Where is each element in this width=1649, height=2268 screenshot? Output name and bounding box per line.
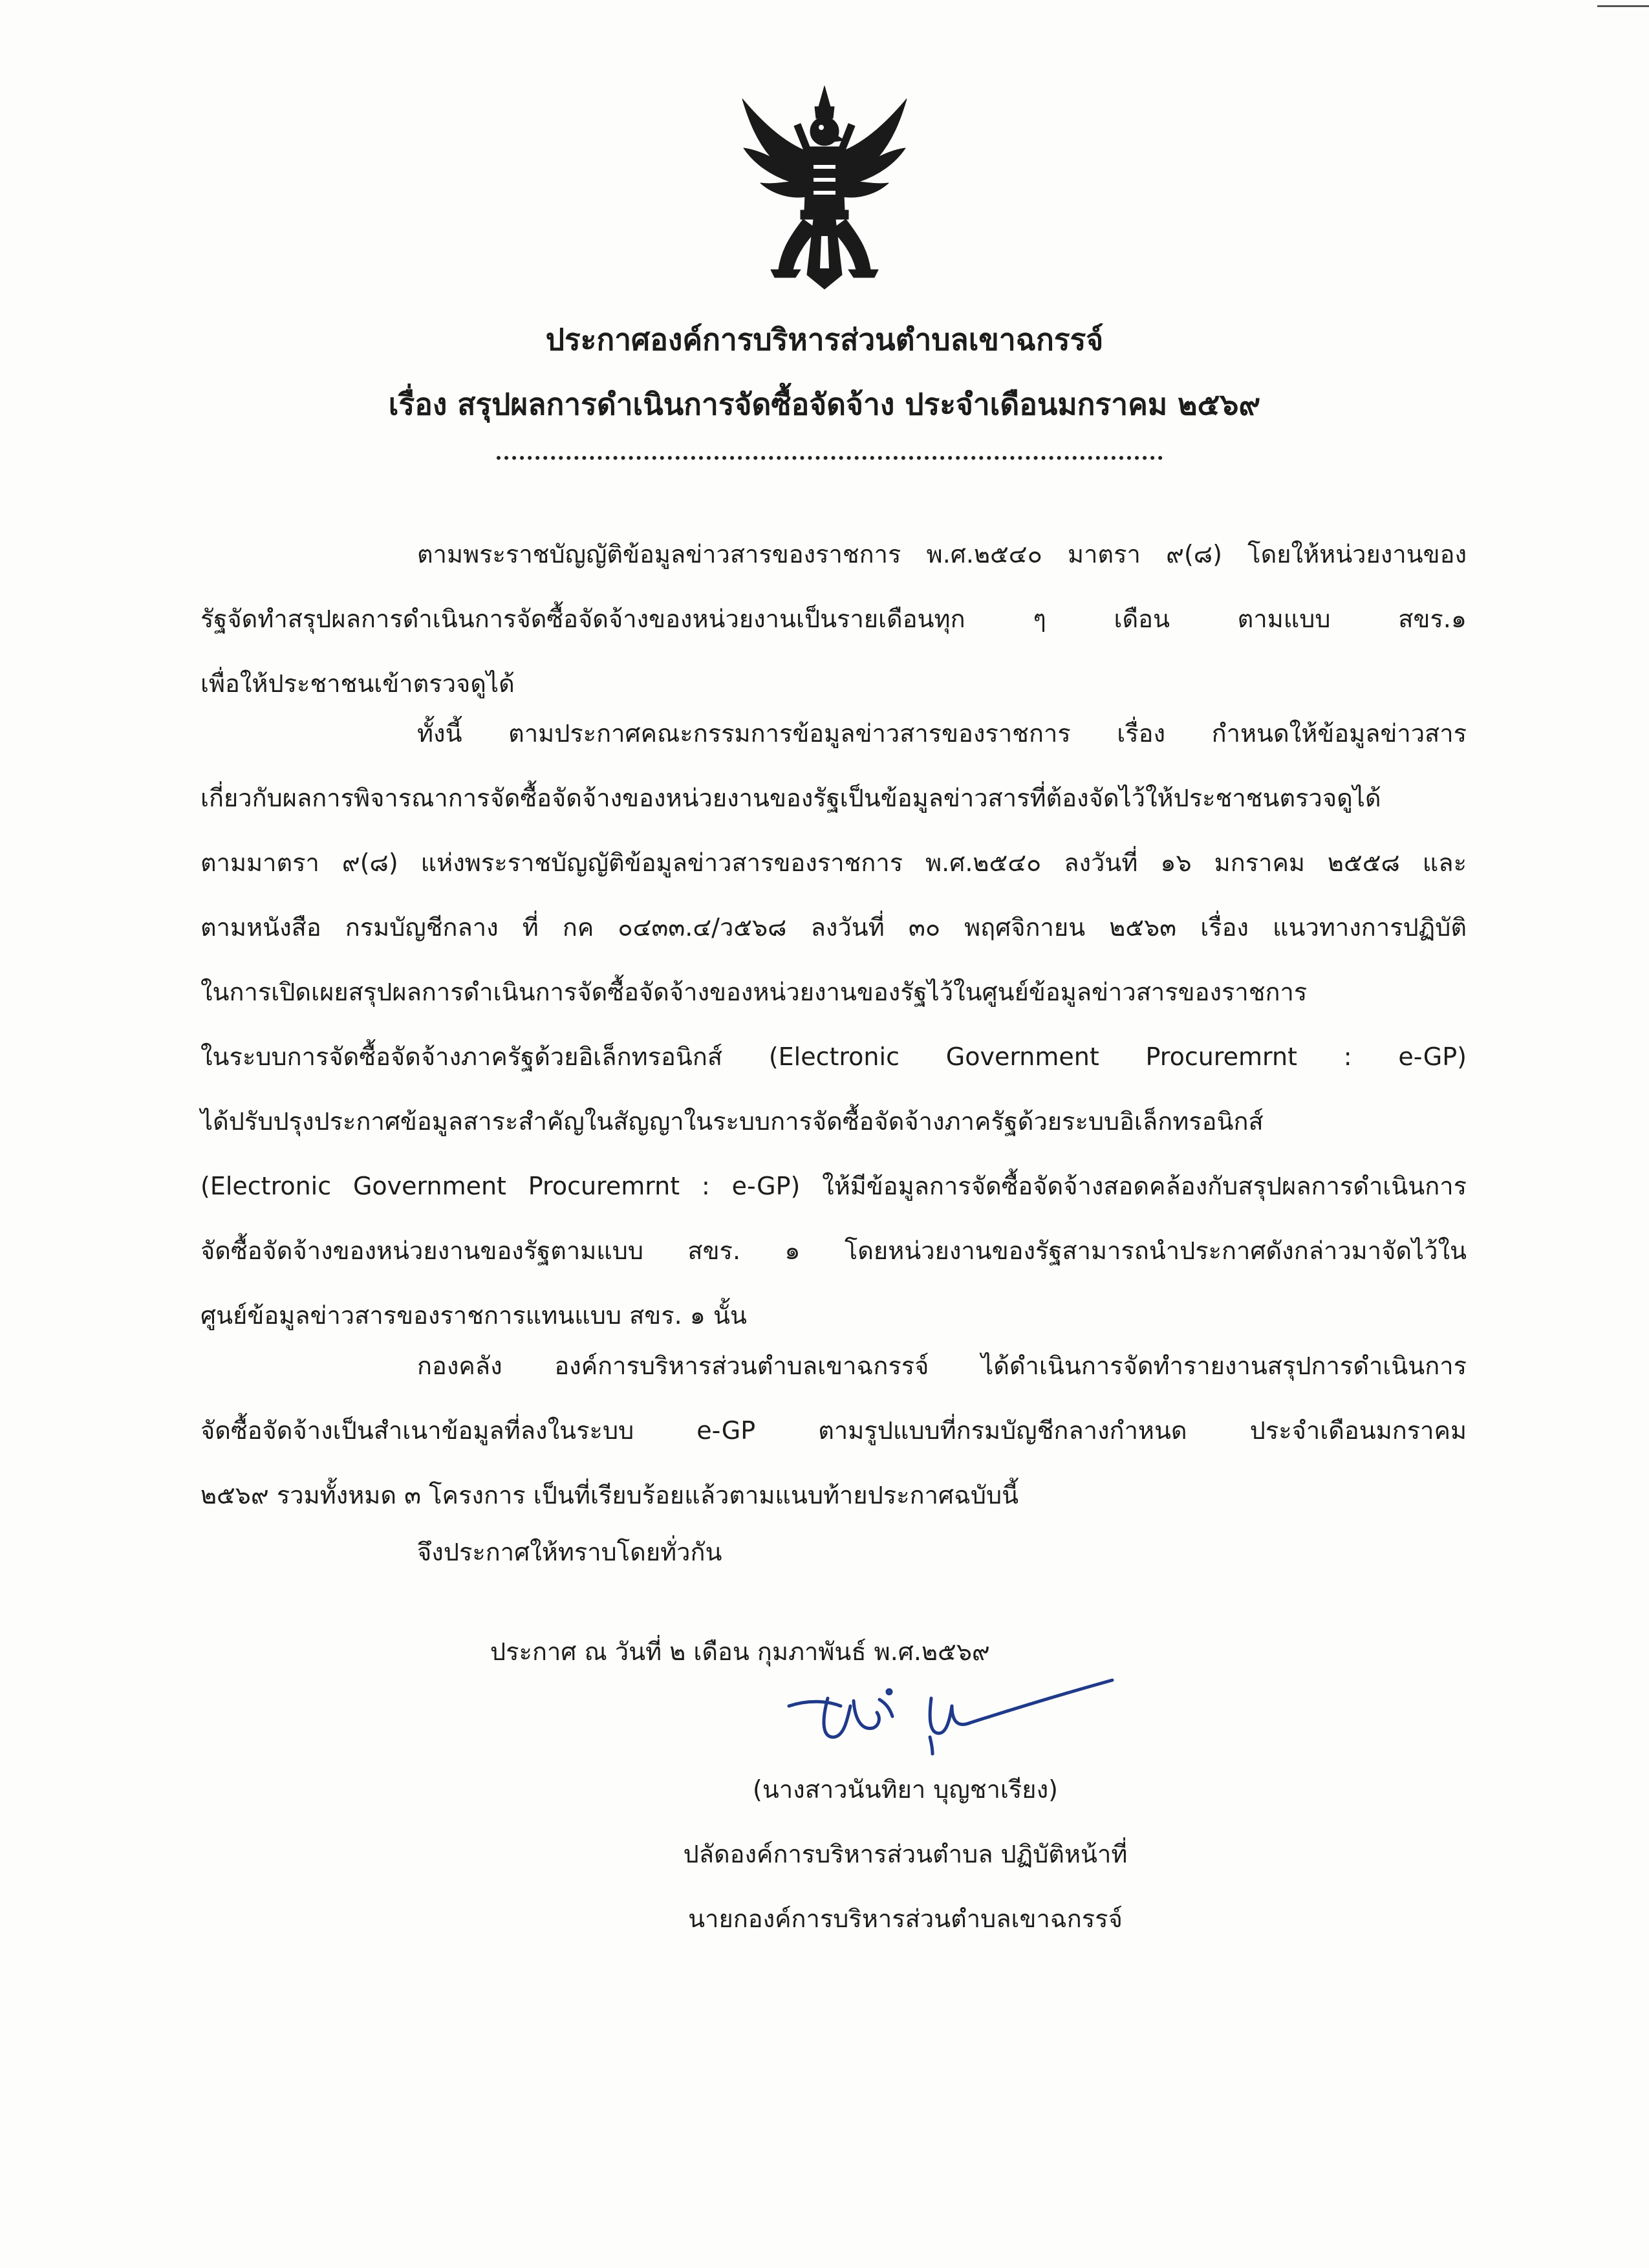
scan-edge-mark: [1597, 5, 1649, 7]
paragraph-3-line: ๒๕๖๙ รวมทั้งหมด ๓ โครงการ เป็นที่เรียบร้อยแล้วตามแนบท้ายประกาศฉบับนี้: [200, 1481, 1019, 1509]
paragraph-3-line: กองคลัง องค์การบริหารส่วนตำบลเขาฉกรรจ์ ได้ดำเนินการจัดทำรายงานสรุปการดำเนินการ: [417, 1352, 1467, 1380]
announcement-date: ประกาศ ณ วันที่ ๒ เดือน กุมภาพันธ์ พ.ศ.๒๕๖๙: [490, 1637, 990, 1666]
paragraph-2-line: ศูนย์ข้อมูลข่าวสารของราชการแทนแบบ สขร. ๑ นั้น: [200, 1301, 747, 1330]
paragraph-2-line: ได้ปรับปรุงประกาศข้อมูลสาระสำคัญในสัญญาในระบบการจัดซื้อจัดจ้างภาครัฐด้วยระบบอิเล็กทรอนิกส์: [200, 1107, 1264, 1136]
paragraph-2-line: (Electronic Government Procuremrnt : e-GP) ให้มีข้อมูลการจัดซื้อจัดจ้างสอดคล้องกับสรุปผลการดำเนินการ: [200, 1172, 1467, 1200]
signatory-position-1: ปลัดองค์การบริหารส่วนตำบล ปฏิบัติหน้าที่: [683, 1840, 1128, 1868]
signatory-name: (นางสาวนันทิยา บุญชาเรียง): [753, 1775, 1058, 1804]
paragraph-1-line: เพื่อให้ประชาชนเข้าตรวจดูได้: [200, 669, 515, 698]
paragraph-2-line: ในการเปิดเผยสรุปผลการดำเนินการจัดซื้อจัดจ้างของหน่วยงานของรัฐไว้ในศูนย์ข้อมูลข่าวสารของราชการ: [200, 978, 1308, 1006]
paragraph-3-line: จัดซื้อจัดจ้างเป็นสำเนาข้อมูลที่ลงในระบบ e-GP ตามรูปแบบที่กรมบัญชีกลางกำหนด ประจำเดือนมกราคม: [200, 1416, 1467, 1445]
paragraph-1-line: ตามพระราชบัญญัติข้อมูลข่าวสารของราชการ พ.ศ.๒๕๔๐ มาตรา ๙(๘) โดยให้หน่วยงานของ: [417, 540, 1467, 568]
title-divider: [497, 456, 1163, 460]
signatory-position-2: นายกองค์การบริหารส่วนตำบลเขาฉกรรจ์: [688, 1905, 1123, 1933]
paragraph-2-line: ตามหนังสือ กรมบัญชีกลาง ที่ กค ๐๔๓๓.๔/ว๕๖๘ ลงวันที่ ๓๐ พฤศจิกายน ๒๕๖๓ เรื่อง แนวทางการปฏิบัติ: [200, 913, 1467, 942]
paragraph-1-line: รัฐจัดทำสรุปผลการดำเนินการจัดซื้อจัดจ้างของหน่วยงานเป็นรายเดือนทุก ๆ เดือน ตามแบบ สขร.๑: [200, 605, 1467, 633]
handwritten-signature-icon: [782, 1661, 1119, 1758]
document-subject: เรื่อง สรุปผลการดำเนินการจัดซื้อจัดจ้าง ประจำเดือนมกราคม ๒๕๖๙: [388, 387, 1261, 422]
paragraph-2-line: เกี่ยวกับผลการพิจารณาการจัดซื้อจัดจ้างของหน่วยงานของรัฐเป็นข้อมูลข่าวสารที่ต้องจัดไว้ให้ประชาชนตรวจดูได้: [200, 784, 1381, 812]
document-title: ประกาศองค์การบริหารส่วนตำบลเขาฉกรรจ์: [545, 322, 1104, 357]
paragraph-2-line: ทั้งนี้ ตามประกาศคณะกรรมการข้อมูลข่าวสารของราชการ เรื่อง กำหนดให้ข้อมูลข่าวสาร: [417, 719, 1467, 748]
garuda-emblem-icon: [731, 81, 918, 294]
paragraph-2-line: ในระบบการจัดซื้อจัดจ้างภาครัฐด้วยอิเล็กทรอนิกส์ (Electronic Government Procuremrnt : e-GP): [200, 1042, 1467, 1071]
closing-statement: จึงประกาศให้ทราบโดยทั่วกัน: [417, 1538, 722, 1566]
paragraph-2-line: จัดซื้อจัดจ้างของหน่วยงานของรัฐตามแบบ สขร. ๑ โดยหน่วยงานของรัฐสามารถนำประกาศดังกล่าวมาจัดไว้ใน: [200, 1237, 1467, 1265]
paragraph-2-line: ตามมาตรา ๙(๘) แห่งพระราชบัญญัติข้อมูลข่าวสารของราชการ พ.ศ.๒๕๔๐ ลงวันที่ ๑๖ มกราคม ๒๕๕๘ และ: [200, 848, 1467, 877]
